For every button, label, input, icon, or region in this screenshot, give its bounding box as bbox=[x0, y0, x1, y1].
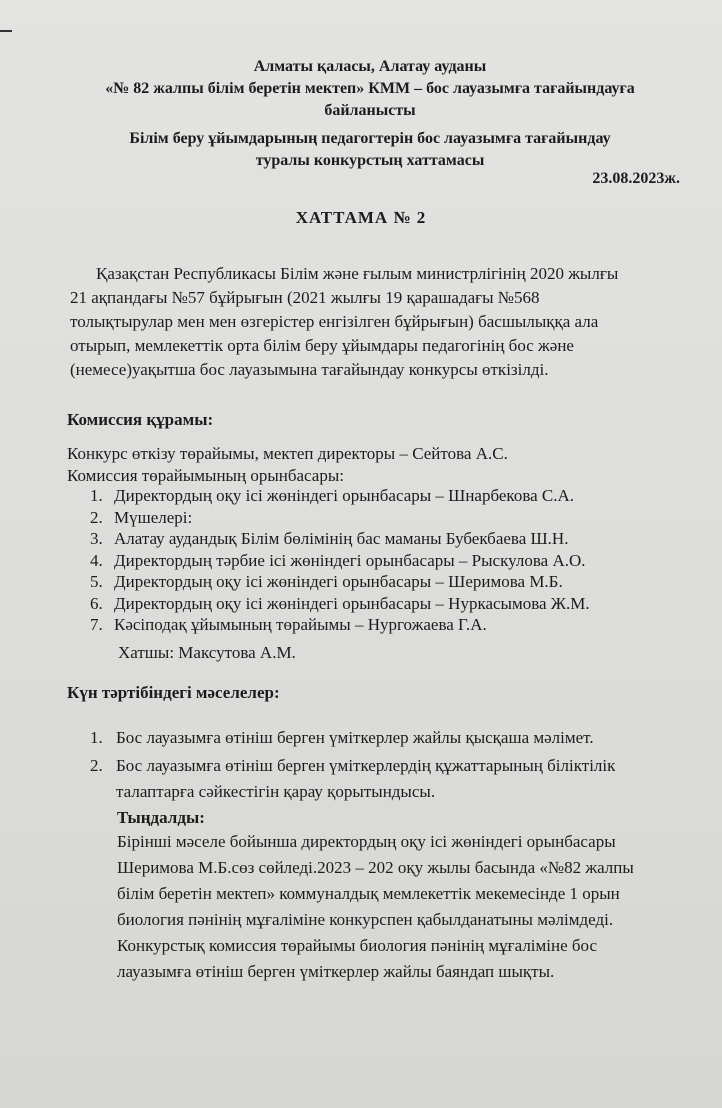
list-item: 4. Директордың тәрбие ісі жөніндегі орынбасары – Рыскулова А.О. bbox=[90, 550, 586, 570]
document-header bbox=[60, 56, 680, 122]
list-item: 2. Бос лауазымға өтініш берген үміткерлердің құжаттарының біліктілік талаптарға сәйкестігін қарау қорытындысы. bbox=[90, 756, 616, 801]
commission-chair: Конкурс өткізу төрайымы, мектеп директоры – Сейтова А.С. bbox=[67, 444, 508, 463]
protocol-title: ХАТТАМА № 2 bbox=[295, 208, 427, 227]
list-item: 7. Кәсіподақ ұйымының төрайымы – Нургожаева Г.А. bbox=[90, 615, 487, 634]
subtitle-line-1: Білім беру ұйымдарының педагогтерін бос лауазымға тағайындау bbox=[129, 130, 611, 147]
heard-line: білім беретін мектеп» коммуналдық мемлекеттік мекемесінде 1 орын bbox=[117, 884, 620, 903]
intro-line: 21 ақпандағы №57 бұйрығын (2021 жылғы 19 қарашадағы №568 bbox=[70, 288, 540, 307]
heard-paragraph bbox=[117, 829, 707, 985]
heard-heading: Тыңдалды: bbox=[117, 808, 205, 827]
list-item: 6. Директордың оқу ісі жөніндегі орынбасары – Нуркасымова Ж.М. bbox=[90, 593, 590, 613]
intro-paragraph bbox=[70, 262, 676, 382]
subtitle-line-2: туралы конкурстың хаттамасы bbox=[255, 152, 485, 169]
document-subtitle bbox=[60, 128, 680, 172]
list-item: 5. Директордың оқу ісі жөніндегі орынбасары – Шеримова М.Б. bbox=[90, 572, 563, 591]
header-city: Алматы қаласы, Алатау ауданы bbox=[253, 58, 487, 75]
list-item: 1. Бос лауазымға өтініш берген үміткерлер жайлы қысқаша мәлімет. bbox=[90, 728, 594, 747]
intro-line: отырып, мемлекеттік орта білім беру ұйымдары педагогінің бос және bbox=[70, 336, 574, 355]
commission-secretary: Хатшы: Максутова А.М. bbox=[118, 643, 296, 662]
heard-line: биология пәнінің мұғаліміне конкурспен қабылданатыны мәлімдеді. bbox=[117, 910, 614, 929]
heard-line: Шеримова М.Б.сөз сөйледі.2023 – 202 оқу жылы басында «№82 жалпы bbox=[117, 858, 634, 877]
intro-line: толықтырулар мен мен өзгерістер енгізілген бұйрығын) басшылыққа ала bbox=[70, 312, 599, 331]
agenda-list bbox=[90, 725, 615, 805]
heard-line: лауазымға өтініш берген үміткерлер жайлы баяндап шықты. bbox=[117, 962, 555, 981]
header-school-cont: байланысты bbox=[324, 102, 416, 119]
commission-members-list bbox=[90, 485, 590, 636]
heard-line: Конкурстық комиссия төрайымы биология пәнінің мұғаліміне бос bbox=[117, 936, 598, 955]
list-item: 2. Мүшелері: bbox=[90, 507, 193, 527]
intro-line: (немесе)уақытша бос лауазымына тағайындау конкурсы өткізілді. bbox=[70, 360, 549, 379]
list-item: 3. Алатау аудандық Білім бөлімінің бас маманы Бубекбаева Ш.Н. bbox=[90, 529, 569, 548]
heard-line: Бірінші мәселе бойынша директордың оқу ісі жөніндегі орынбасары bbox=[117, 832, 616, 851]
scan-edge-mark bbox=[0, 30, 12, 32]
header-school: «№ 82 жалпы білім беретін мектеп» КММ – бос лауазымға тағайындауға bbox=[105, 80, 635, 97]
commission-deputy-label: Комиссия төрайымының орынбасары: bbox=[67, 466, 344, 485]
intro-line: Қазақстан Республикасы Білім және ғылым министрлігінің 2020 жылғы bbox=[96, 264, 619, 283]
commission-heading: Комиссия құрамы: bbox=[67, 410, 214, 429]
agenda-heading: Күн тәртібіндегі мәселелер: bbox=[67, 683, 280, 702]
document-date: 23.08.2023ж. bbox=[592, 170, 680, 187]
list-item: 1. Директордың оқу ісі жөніндегі орынбасары – Шнарбекова С.А. bbox=[90, 486, 575, 505]
